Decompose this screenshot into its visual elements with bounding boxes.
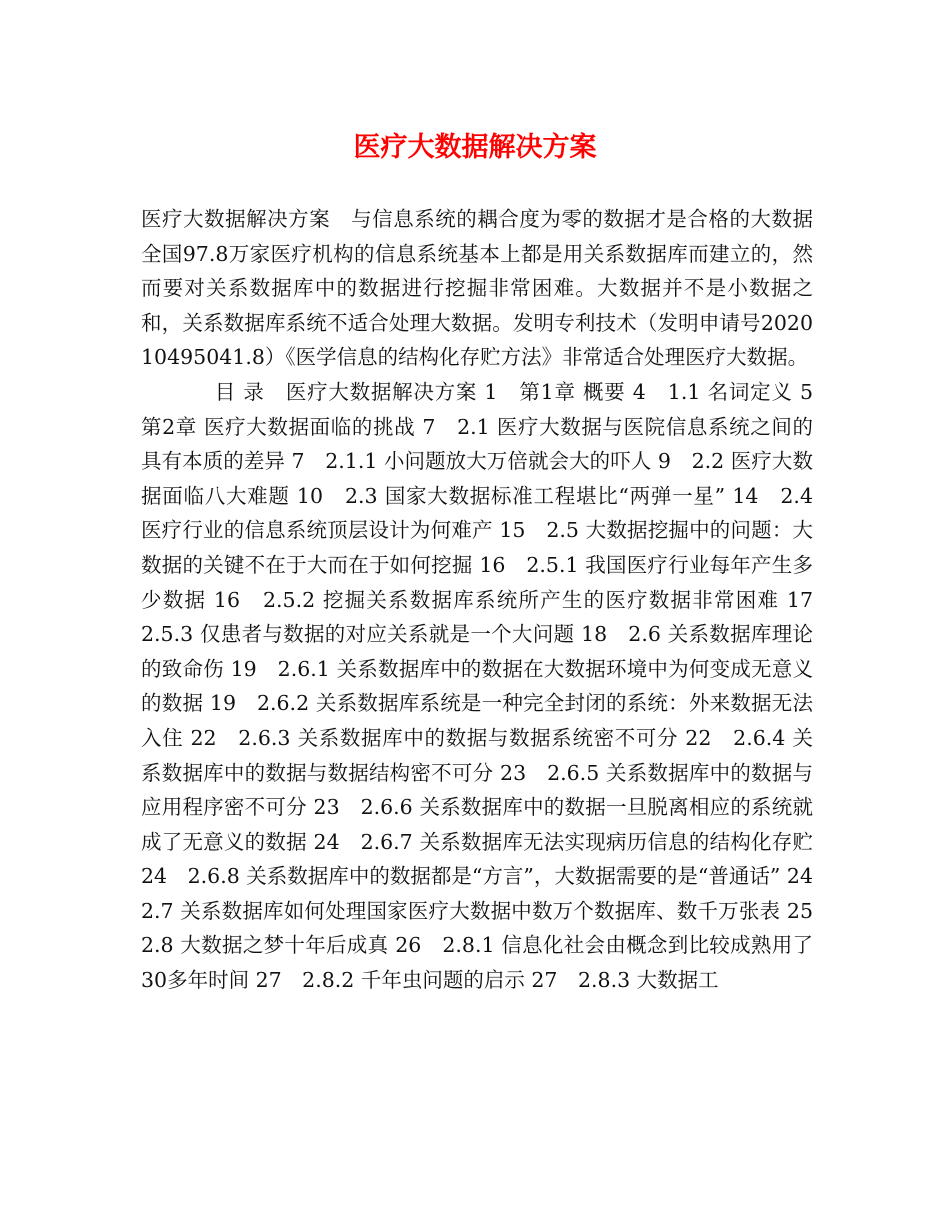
document-title: 医疗大数据解决方案 xyxy=(353,132,597,163)
table-of-contents-paragraph: 目 录 医疗大数据解决方案 1 第1章 概要 4 1.1 名词定义 5 第2章 医疗大数据面临的挑战 7 2.1 医疗大数据与医院信息系统之间的具有本质的差异 7 2.1.1 小问题放大万倍就会大的吓人 9 2.2 医疗大数据面临八大难题 10 2.3 国家大数据标准工程堪比“两弹一星” 14 2.4 医疗行业的信息系统顶层设计为何难产 15 2.5 大数据挖掘中的问题：大数据的关键不在于大而在于如何挖掘 16 2.5.1 我国医疗行业每年产生多少数据 16 2.5.2 挖掘关系数据库系统所产生的医疗数据非常困难 17 2.5.3 仅患者与数据的对应关系就是一个大问题 18 2.6 关系数据库理论的致命伤 19 2.6.1 关系数据库中的数据在大数据环境中为何变成无意义的数据 19 2.6.2 关系数据库系统是一种完全封闭的系统：外来数据无法入住 22 2.6.3 关系数据库中的数据与数据系统密不可分 22 2.6.4 关系数据库中的数据与数据结构密不可分 23 2.6.5 关系数据库中的数据与应用程序密不可分 23 2.6.6 关系数据库中的数据一旦脱离相应的系统就成了无意义的数据 24 2.6.7 关系数据库无法实现病历信息的结构化存贮 24 2.6.8 关系数据库中的数据都是“方言”，大数据需要的是“普通话” 24 2.7 关系数据库如何处理国家医疗大数据中数万个数据库、数千万张表 25 2.8 大数据之梦十年后成真 26 2.8.1 信息化社会由概念到比较成熟用了30多年时间 27 2.8.2 千年虫问题的启示 27 2.8.3 大数据工 xyxy=(141,379,834,993)
intro-paragraph: 医疗大数据解决方案 与信息系统的耦合度为零的数据才是合格的大数据 全国97.8万家医疗机构的信息系统基本上都是用关系数据库而建立的，然而要对关系数据库中的数据进行挖掘非常困难。大数据并不是小数据之和，关系数据库系统不适合处理大数据。发明专利技术（发明申请号202010495041.8）《医学信息的结构化存贮方法》非常适合处理医疗大数据。 xyxy=(141,207,854,370)
document-body xyxy=(141,202,854,998)
